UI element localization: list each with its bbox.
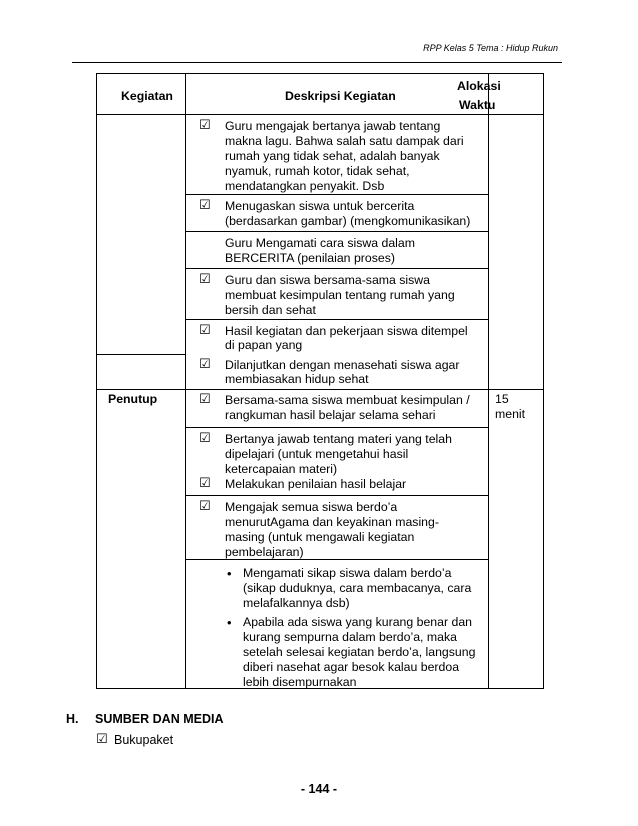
bullet-line: kurang sempurna dalam berdo’a, maka [243, 630, 457, 644]
bullet-line: Apabila ada siswa yang kurang benar dan [243, 615, 473, 629]
row-divider [185, 495, 489, 496]
header-alokasi: Alokasi [457, 79, 501, 93]
bullet-icon: • [227, 566, 232, 581]
activity-line: mendatangkan penyakit. Dsb [225, 179, 385, 193]
activity-line: Mengajak semua siswa berdo’a [225, 500, 398, 514]
header-deskripsi: Deskripsi Kegiatan [285, 89, 396, 103]
bullet-line: melafalkannya dsb) [243, 596, 350, 610]
header-waktu: Waktu [459, 98, 496, 112]
activity-line: pembelajaran) [225, 545, 304, 559]
penutup-time-unit: menit [495, 407, 526, 421]
activity-line: membiasakan hidup sehat [225, 372, 369, 386]
activity-line: masing (untuk mengawali kegiatan [225, 530, 415, 544]
row-divider [97, 354, 186, 355]
header-row-bottom [97, 114, 544, 115]
checkbox-icon: ☑ [199, 357, 211, 372]
header-kegiatan: Kegiatan [121, 89, 173, 103]
bullet-line: (sikap duduknya, cara membacanya, cara [243, 581, 472, 595]
bullet-line: diberi nasehat agar besok kalau berdoa [243, 660, 460, 674]
activity-line: dipelajari (untuk mengetahui hasil [225, 447, 409, 461]
bullet-line: Mengamati sikap siswa dalam berdo’a [243, 566, 452, 580]
header-divider [72, 62, 562, 63]
running-header: RPP Kelas 5 Tema : Hidup Rukun [423, 43, 558, 53]
activity-line: Hasil kegiatan dan pekerjaan siswa ditempel [225, 324, 468, 338]
activity-line: Guru Mengamati cara siswa dalam [225, 236, 415, 250]
activity-line: nyamuk, rumah kotor, tidak sehat, [225, 164, 410, 178]
activity-line: di papan yang [225, 338, 303, 352]
checkbox-icon: ☑ [199, 323, 211, 338]
activity-line: Dilanjutkan dengan menasehati siswa agar [225, 358, 460, 372]
activity-table [96, 73, 544, 689]
activity-line: Bertanya jawab tentang materi yang telah [225, 432, 452, 446]
checkbox-icon: ☑ [199, 118, 211, 133]
penutup-label: Penutup [108, 392, 158, 406]
checkbox-icon: ☑ [199, 476, 211, 491]
activity-line: Bersama-sama siswa membuat kesimpulan / [225, 393, 470, 407]
activity-line: Menugaskan siswa untuk bercerita [225, 199, 415, 213]
checkbox-icon: ☑ [199, 198, 211, 213]
activity-line: membuat kesimpulan tentang rumah yang [225, 288, 455, 302]
bullet-line: setelah selesai kegiatan berdo’a, langsung [243, 645, 476, 659]
penutup-row-top [97, 389, 544, 390]
col-divider-1 [185, 74, 186, 689]
row-divider [185, 268, 489, 269]
checkbox-icon: ☑ [96, 732, 108, 747]
checkbox-icon: ☑ [199, 392, 211, 407]
activity-line: Guru mengajak bertanya jawab tentang [225, 119, 441, 133]
bullet-line: lebih disempurnakan [243, 675, 357, 689]
activity-line: Melakukan penilaian hasil belajar [225, 477, 407, 491]
activity-line: (berdasarkan gambar) (mengkomunikasikan) [225, 214, 471, 228]
activity-line: bersih dan sehat [225, 303, 316, 317]
activity-line: makna lagu. Bahwa salah satu dampak dari [225, 134, 464, 148]
activity-line: ketercapaian materi) [225, 462, 338, 476]
page-number: - 144 - [300, 782, 338, 796]
activity-line: menurutAgama dan keyakinan masing- [225, 515, 439, 529]
activity-line: rangkuman hasil belajar selama sehari [225, 408, 436, 422]
activity-line: Guru dan siswa bersama-sama siswa [225, 273, 431, 287]
bullet-icon: • [227, 615, 232, 630]
col-divider-2 [488, 74, 489, 689]
checkbox-icon: ☑ [199, 272, 211, 287]
section-item: Bukupaket [114, 733, 174, 747]
row-divider [185, 427, 489, 428]
activity-line: rumah yang tidak sehat, adalah banyak [225, 149, 440, 163]
section-title: SUMBER DAN MEDIA [95, 712, 224, 726]
row-divider [185, 231, 489, 232]
row-divider [185, 319, 489, 320]
checkbox-icon: ☑ [199, 499, 211, 514]
activity-line: BERCERITA (penilaian proses) [225, 251, 395, 265]
row-divider [185, 194, 489, 195]
checkbox-icon: ☑ [199, 431, 211, 446]
section-letter: H. [66, 712, 79, 726]
penutup-time-value: 15 [495, 392, 509, 406]
